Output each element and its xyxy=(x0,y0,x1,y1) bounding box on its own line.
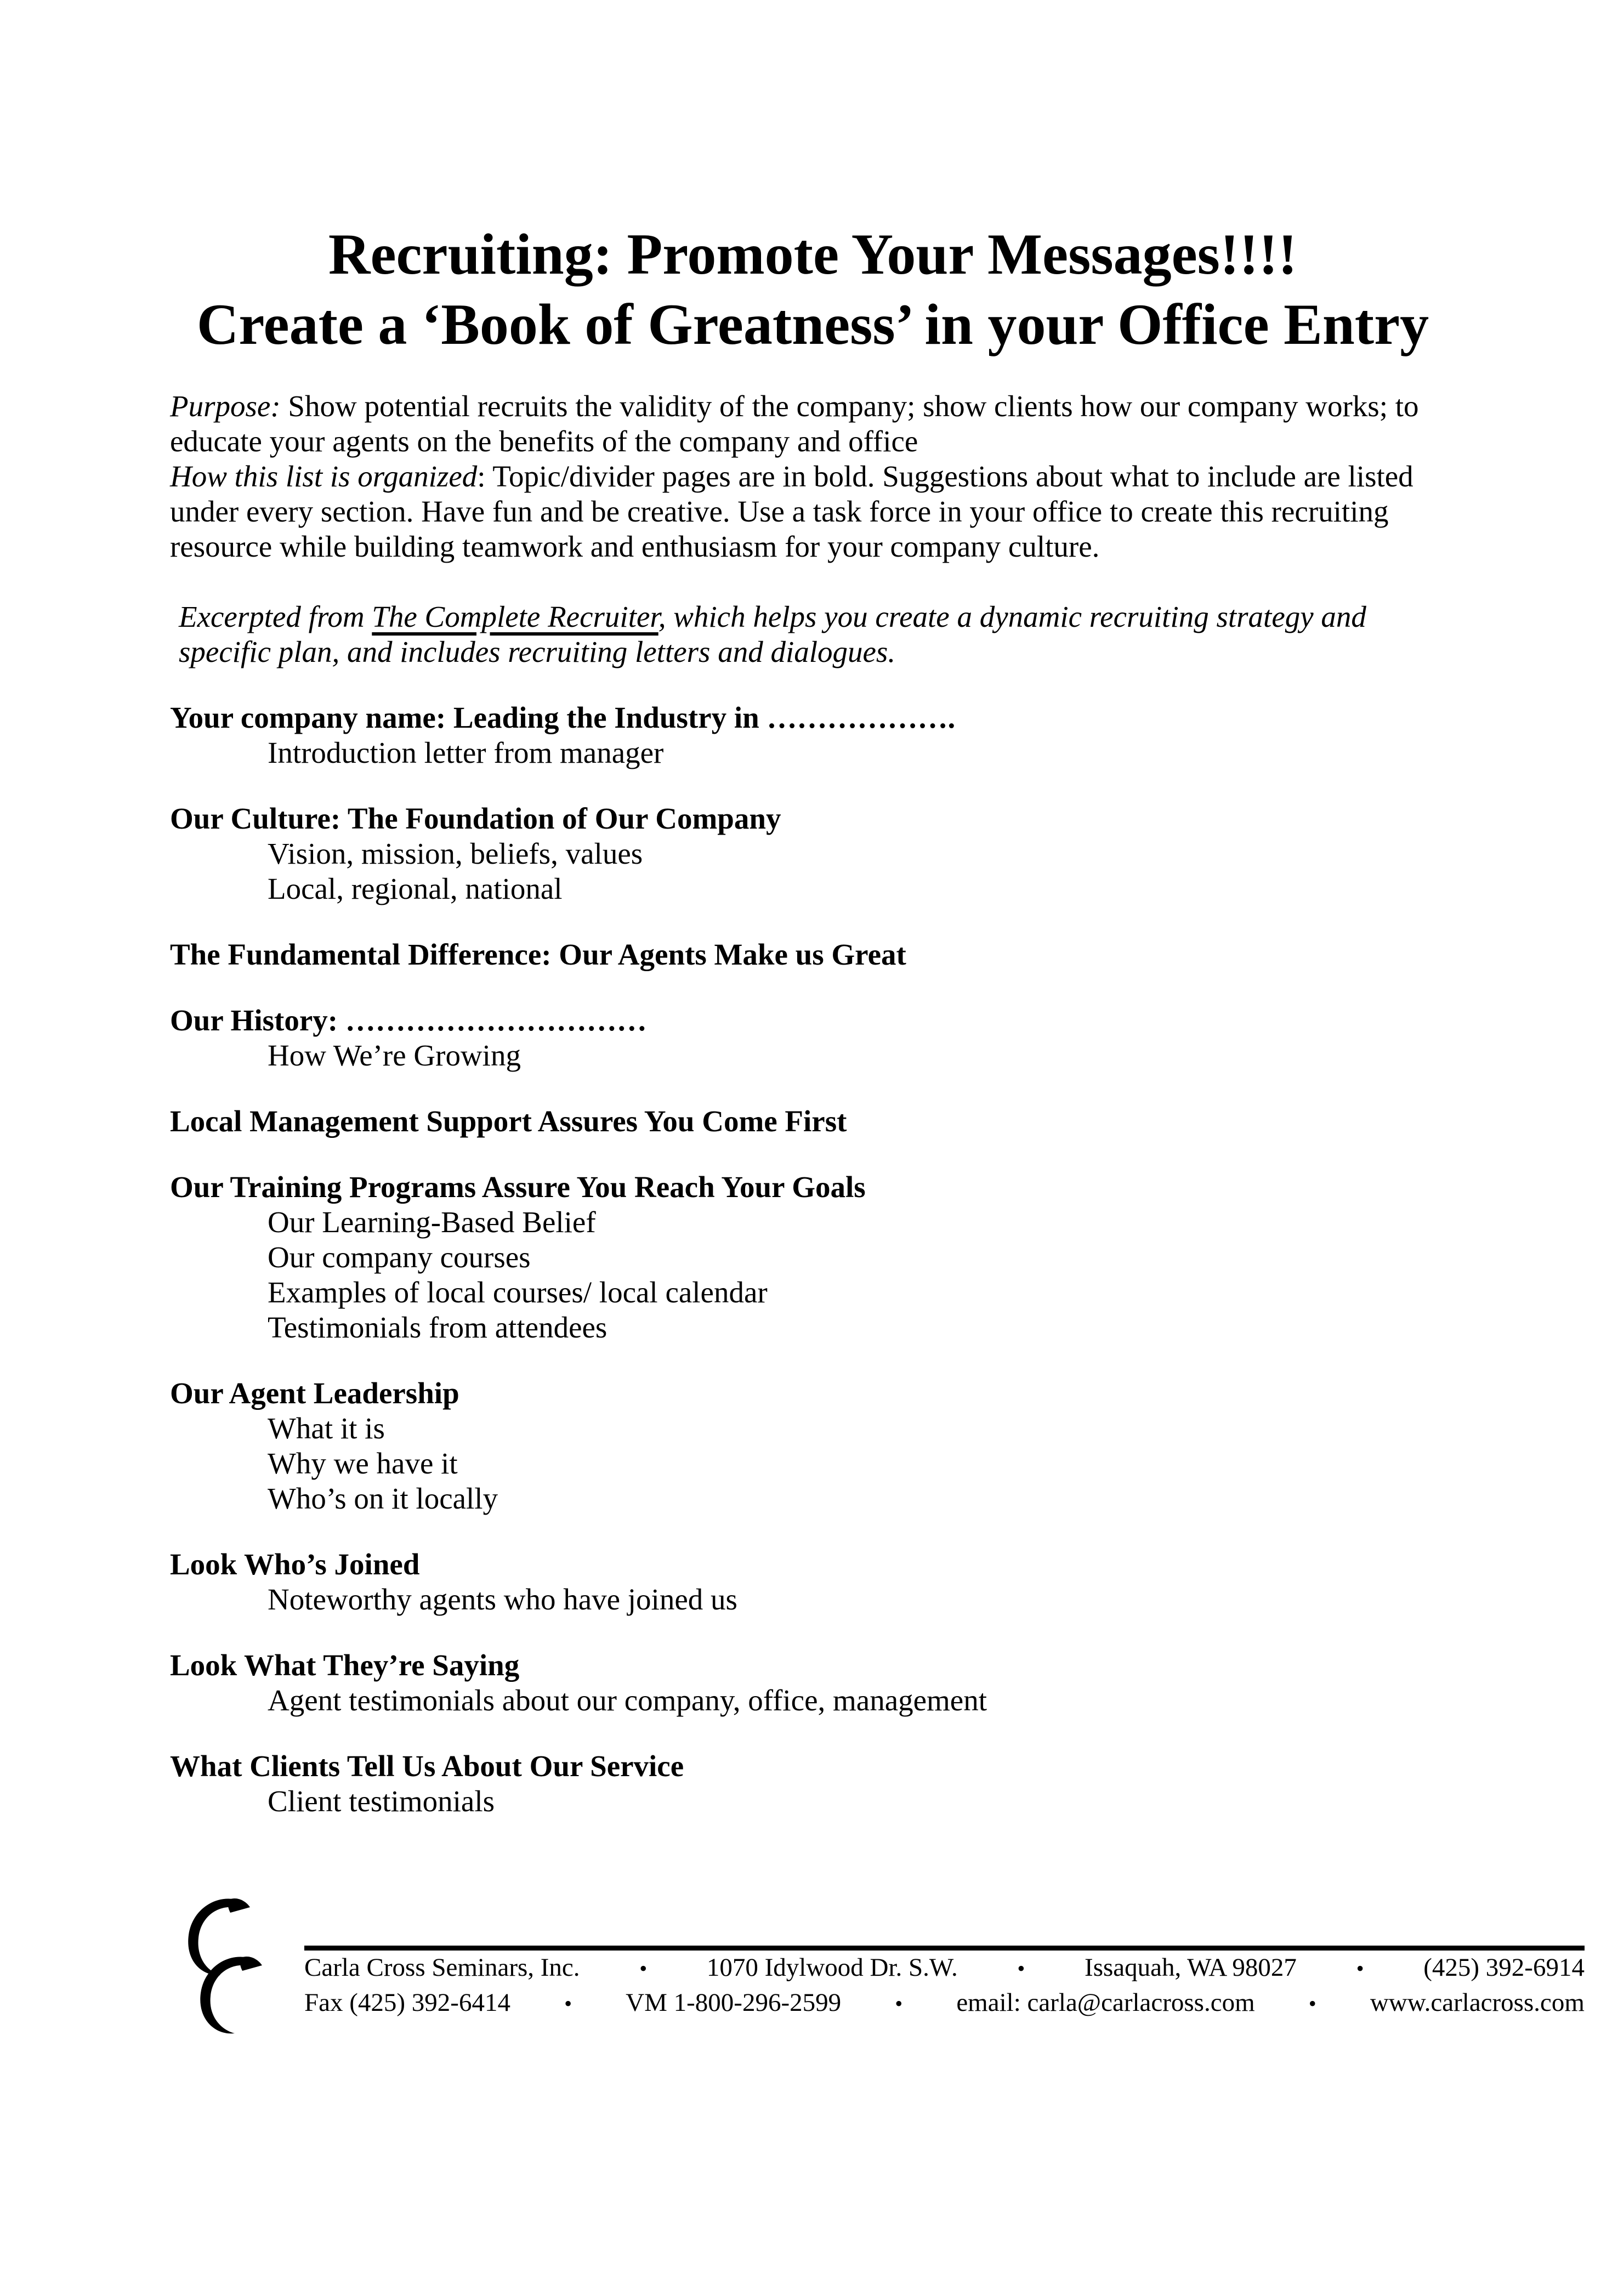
footer-fax: Fax (425) 392-6414 xyxy=(304,1988,510,2017)
organized-label: How this list is organized xyxy=(170,459,478,493)
section-item: Our company courses xyxy=(268,1240,531,1274)
footer-line-2 xyxy=(304,1986,1585,2021)
section-item: What it is xyxy=(268,1411,385,1445)
section-fundamental-difference xyxy=(170,937,1456,972)
section-item: Who’s on it locally xyxy=(268,1481,498,1515)
section-our-history xyxy=(170,1003,1456,1073)
purpose-paragraph xyxy=(170,389,1456,459)
carla-cross-logo xyxy=(175,1889,280,2048)
excerpt-post: , which helps you create a dynamic recruiting strategy and specific plan, and includes recruiting letters and dialogues. xyxy=(179,599,1366,668)
section-item: Examples of local courses/ local calendar xyxy=(268,1275,768,1309)
document-body xyxy=(170,219,1456,1819)
section-item: Agent testimonials about our company, office, management xyxy=(268,1683,987,1717)
footer-address: 1070 Idylwood Dr. S.W. xyxy=(706,1953,958,1982)
section-heading: The Fundamental Difference: Our Agents Make us Great xyxy=(170,937,906,971)
bullet-separator: • xyxy=(895,1991,903,2016)
double-c-monogram-icon xyxy=(175,1889,280,2048)
footer-email: email: carla@carlacross.com xyxy=(956,1988,1255,2017)
footer-voicemail: VM 1-800-296-2599 xyxy=(626,1988,842,2017)
section-heading: Local Management Support Assures You Come First xyxy=(170,1104,847,1138)
section-our-culture xyxy=(170,801,1456,906)
section-item: Noteworthy agents who have joined us xyxy=(268,1582,737,1616)
section-company-name xyxy=(170,700,1456,770)
section-item: Local, regional, national xyxy=(268,871,563,905)
page-title xyxy=(170,219,1456,360)
bullet-separator: • xyxy=(1356,1956,1364,1981)
purpose-label: Purpose: xyxy=(170,389,281,423)
excerpt-book-title: The Complete Recruiter xyxy=(372,599,658,633)
section-agent-leadership xyxy=(170,1376,1456,1516)
section-look-what-theyre-saying xyxy=(170,1648,1456,1718)
footer-company: Carla Cross Seminars, Inc. xyxy=(304,1953,580,1982)
letterhead-footer xyxy=(175,1889,1585,2048)
bullet-separator: • xyxy=(1017,1956,1025,1981)
footer-website: www.carlacross.com xyxy=(1370,1988,1585,2017)
footer-phone: (425) 392-6914 xyxy=(1423,1953,1585,1982)
purpose-text: Show potential recruits the validity of the company; show clients how our company works; to educate your agents on the benefits of the company and office xyxy=(170,389,1419,458)
section-item: Our Learning-Based Belief xyxy=(268,1205,596,1239)
section-what-clients-tell-us xyxy=(170,1749,1456,1819)
page-title-line-1: Recruiting: Promote Your Messages!!!! xyxy=(328,222,1298,286)
section-item: Vision, mission, beliefs, values xyxy=(268,836,643,870)
bullet-separator: • xyxy=(564,1991,572,2016)
section-training-programs xyxy=(170,1170,1456,1345)
section-heading: Look Who’s Joined xyxy=(170,1547,420,1581)
excerpt-pre: Excerpted from xyxy=(179,599,372,633)
section-look-whos-joined xyxy=(170,1547,1456,1617)
bullet-separator: • xyxy=(1308,1991,1316,2016)
section-item: Introduction letter from manager xyxy=(268,735,664,769)
organized-text: : Topic/divider pages are in bold. Suggestions about what to include are listed under every section. Have fun and be creative. Use a task force in your office to create this recruiting resource while building teamwork and enthusiasm for your company culture. xyxy=(170,459,1413,563)
excerpt-paragraph xyxy=(170,599,1456,670)
section-heading: Our Agent Leadership xyxy=(170,1376,459,1410)
page-title-line-2: Create a ‘Book of Greatness’ in your Office Entry xyxy=(196,292,1429,357)
bullet-separator: • xyxy=(639,1956,648,1981)
section-item: Client testimonials xyxy=(268,1784,495,1818)
section-heading: Our History: ………………………… xyxy=(170,1003,647,1037)
section-heading: What Clients Tell Us About Our Service xyxy=(170,1749,684,1783)
section-item: Why we have it xyxy=(268,1446,458,1480)
section-heading: Your company name: Leading the Industry in ………………. xyxy=(170,700,956,734)
section-item: Testimonials from attendees xyxy=(268,1310,608,1344)
section-item: How We’re Growing xyxy=(268,1038,521,1072)
footer-text-column xyxy=(280,1889,1585,2021)
section-local-management xyxy=(170,1104,1456,1139)
organized-paragraph xyxy=(170,459,1456,564)
footer-line-1 xyxy=(304,1951,1585,1986)
section-heading: Our Culture: The Foundation of Our Company xyxy=(170,801,781,835)
section-heading: Our Training Programs Assure You Reach Your Goals xyxy=(170,1170,866,1204)
footer-divider-line xyxy=(304,1946,1585,1951)
section-heading: Look What They’re Saying xyxy=(170,1648,520,1682)
footer-city-state-zip: Issaquah, WA 98027 xyxy=(1085,1953,1297,1982)
